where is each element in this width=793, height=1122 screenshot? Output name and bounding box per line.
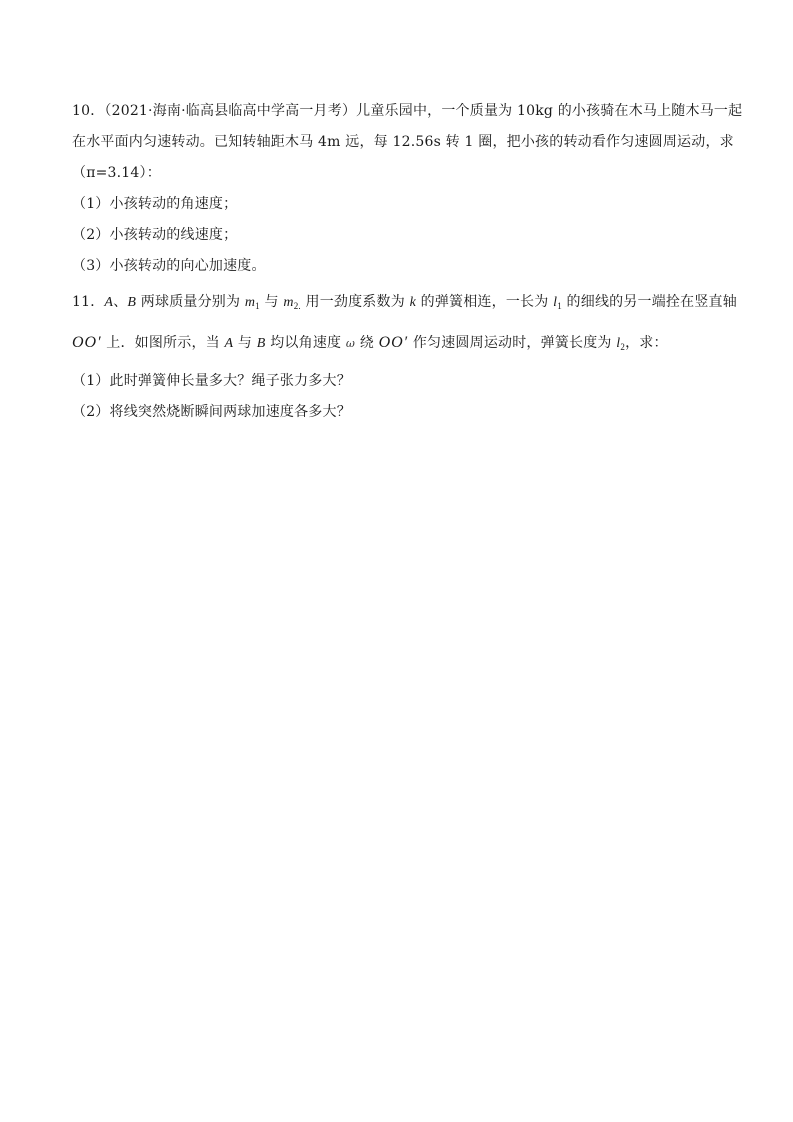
text-segment: 的弹簧相连，一长为 (415, 294, 554, 310)
question-10-line-2: 在水平面内匀速转动。已知转轴距木马 4m 远，每 12.56s 转 1 圈，把小孩的转动看作匀速圆周运动，求 (72, 134, 734, 150)
question-10-subquestion-3: （3）小孩转动的向心加速度。 (72, 258, 266, 274)
mass-symbol: m (283, 295, 294, 310)
length-2-symbol (616, 336, 625, 351)
mass-2-symbol (283, 295, 300, 310)
question-11-subquestion-2: （2）将线突然烧断瞬间两球加速度各多大？ (72, 404, 351, 420)
ball-b-label: B (127, 295, 137, 310)
question-11-subquestion-1: （1）此时弹簧伸长量多大？绳子张力多大？ (72, 373, 351, 389)
text-segment: 均以角速度 (265, 335, 346, 351)
axis-oo-symbol: OO′ (72, 334, 102, 351)
text-segment: 用一劲度系数为 (300, 294, 410, 310)
axis-oo-symbol: OO′ (378, 334, 409, 351)
question-10-line-3: （π=3.14）： (72, 165, 161, 181)
text-segment: 上．如图所示，当 (101, 335, 225, 351)
ball-a-label: A (104, 295, 114, 310)
separator: 、 (113, 294, 128, 310)
mass-1-symbol (245, 295, 260, 310)
text-segment: 与 (233, 335, 257, 351)
length-symbol: l (553, 295, 558, 310)
question-10-subquestion-2: （2）小孩转动的线速度； (72, 227, 238, 243)
text-segment: 作匀速圆周运动时，弹簧长度为 (408, 335, 617, 351)
question-11-line-1 (72, 292, 737, 316)
question-10-subquestion-1: （1）小孩转动的角速度； (72, 196, 238, 212)
text-segment: 绕 (355, 335, 379, 351)
ball-b-label: B (256, 336, 266, 351)
length-symbol: l (616, 336, 621, 351)
subscript: 2. (293, 301, 301, 311)
subscript: 1 (255, 301, 260, 311)
length-1-symbol (553, 295, 562, 310)
text-segment: 的细线的另一端拴在竖直轴 (561, 294, 737, 310)
ball-a-label: A (224, 336, 234, 351)
question-10-line-1: 10．（2021·海南·临高县临高中学高一月考）儿童乐园中，一个质量为 10kg 的小孩骑在木马上随木马一起 (72, 103, 743, 119)
text-segment: ，求： (625, 335, 668, 351)
mass-symbol: m (244, 295, 256, 310)
question-11-number: 11． (72, 294, 105, 310)
text-segment: 与 (259, 294, 284, 310)
subscript: 2 (620, 342, 626, 352)
omega-symbol: ω (345, 337, 356, 350)
subscript: 1 (557, 301, 562, 311)
question-11-line-2 (72, 333, 668, 357)
spring-constant-symbol: k (409, 295, 416, 310)
text-segment: 两球质量分别为 (136, 294, 245, 310)
